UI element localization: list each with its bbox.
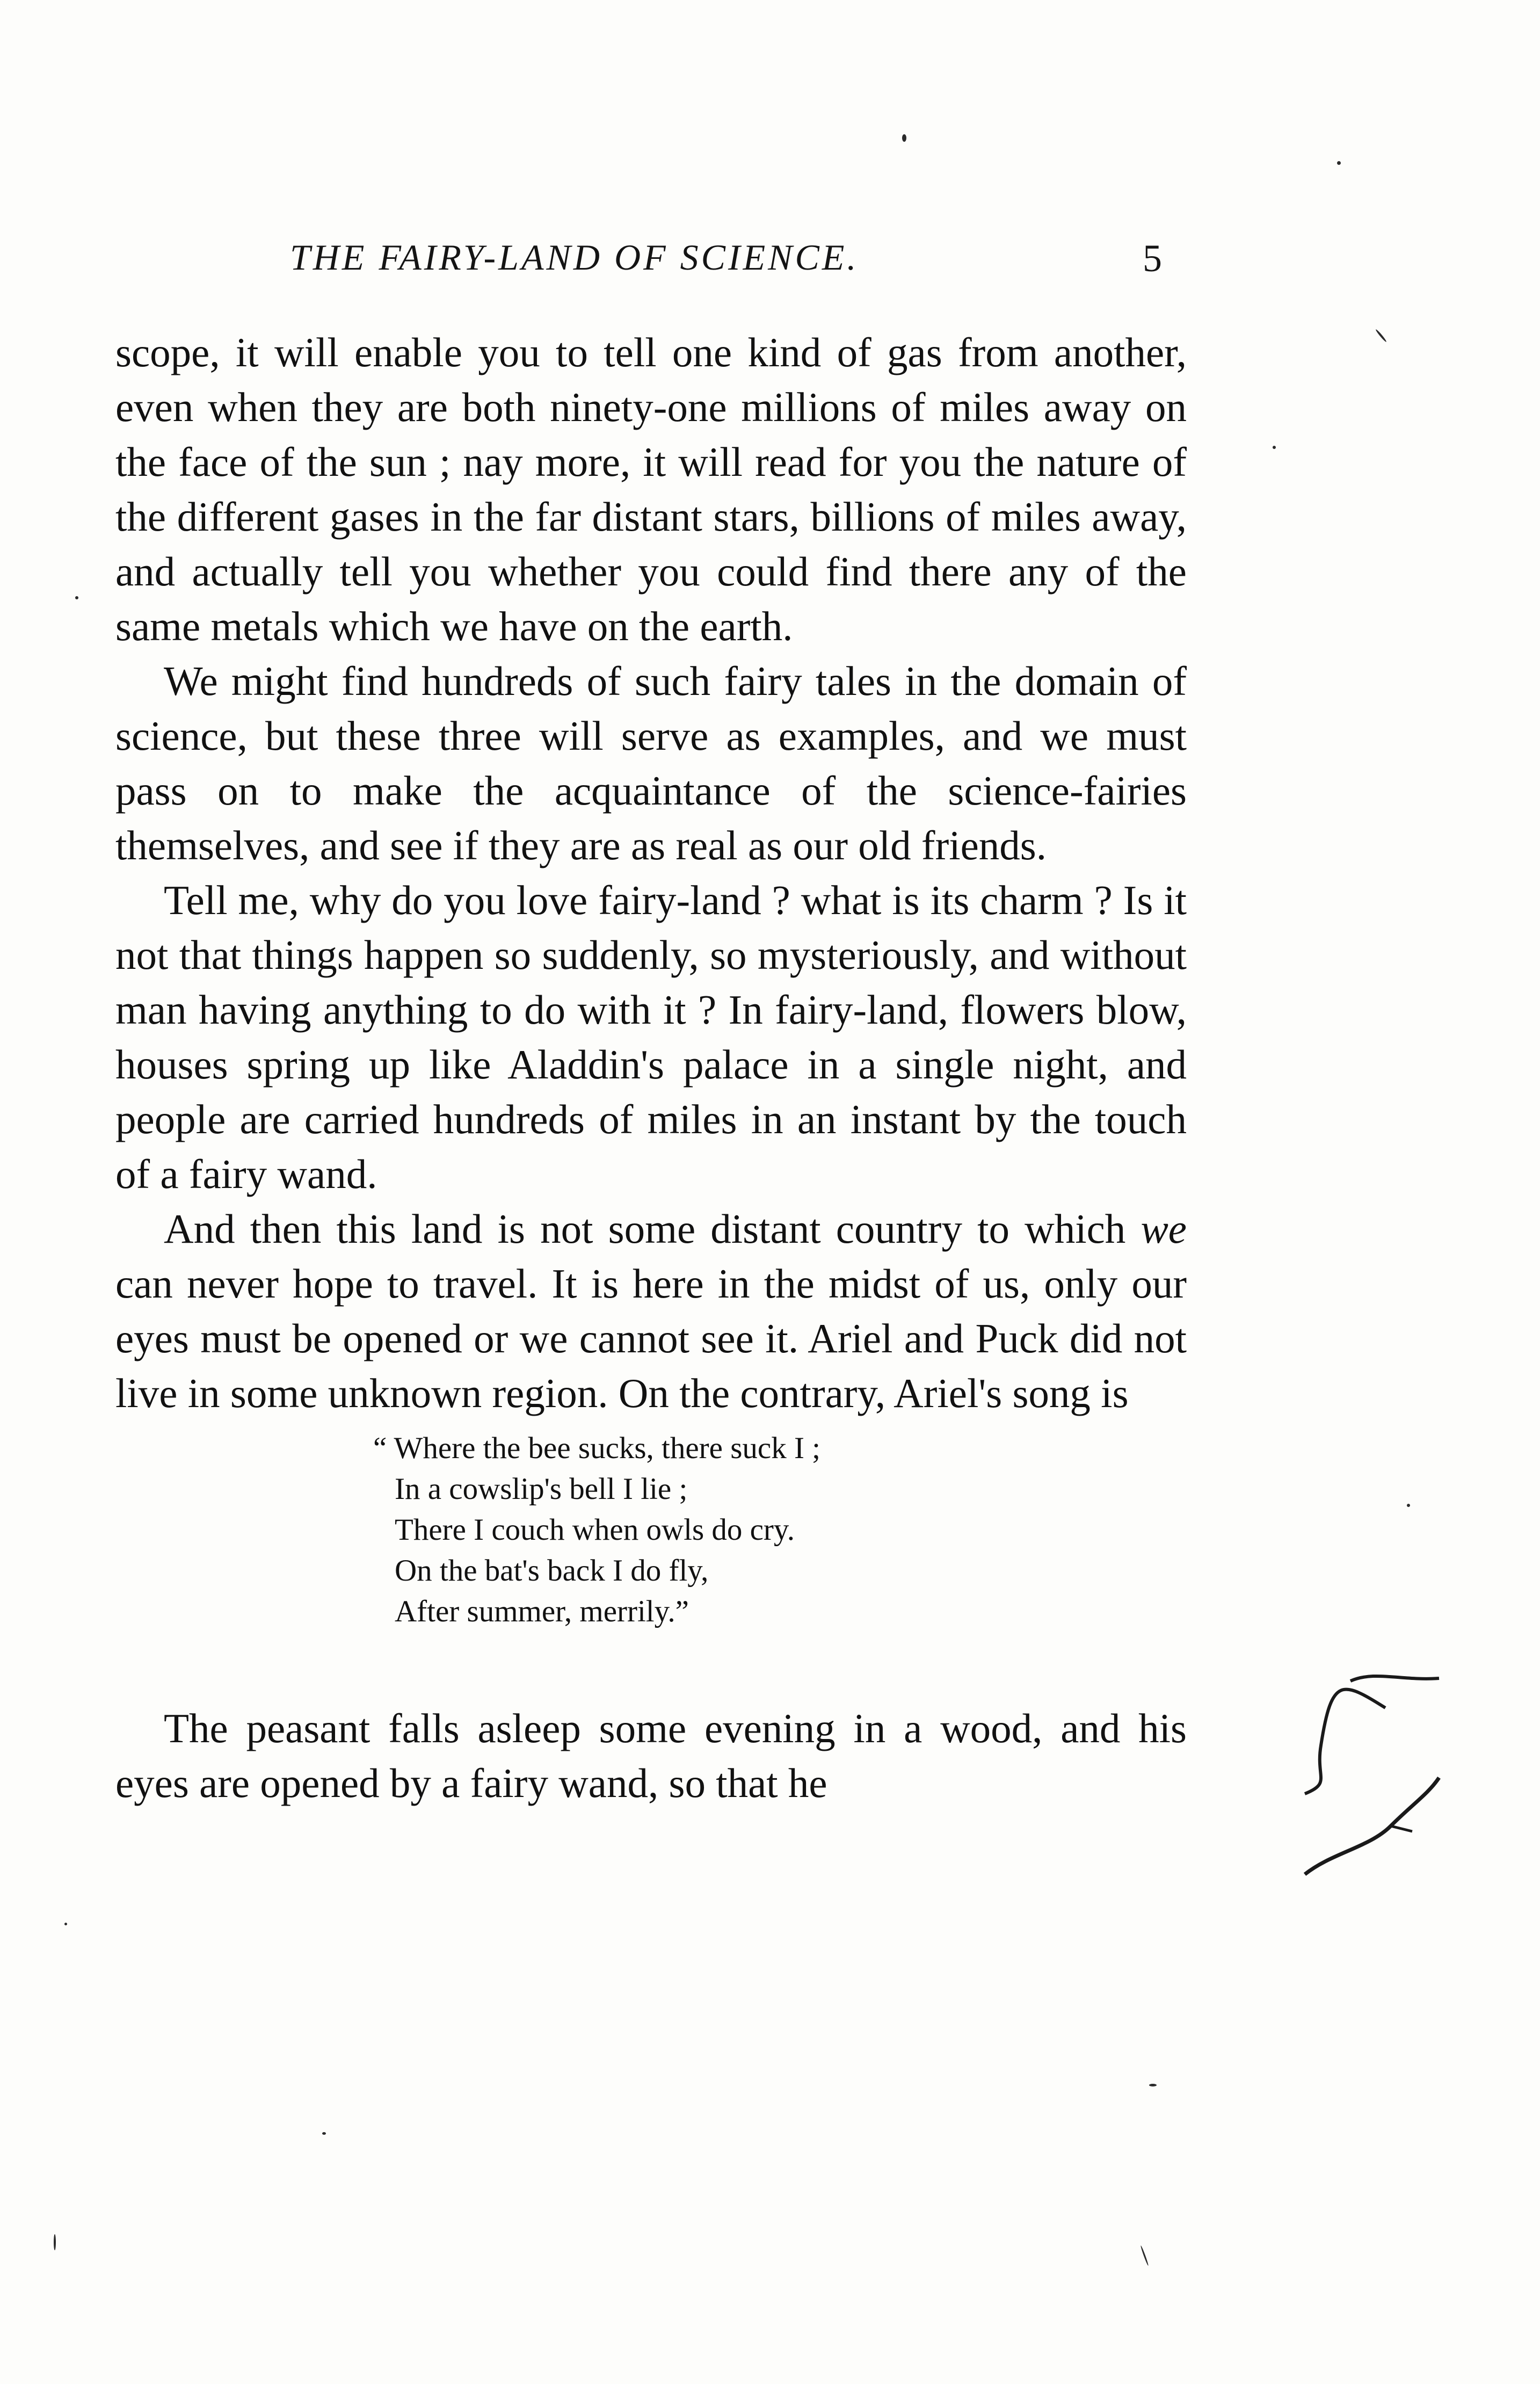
paragraph-5: The peasant falls asleep some evening in a wood, and his eyes are opened by a fairy wand, so that he xyxy=(115,1705,1187,1806)
verse-line-5: After summer, merrily.” xyxy=(395,1595,689,1628)
running-title: THE FAIRY-LAND OF SCIENCE. xyxy=(290,237,859,278)
verse-line-1: “ Where the bee sucks, there suck I ; xyxy=(373,1431,821,1465)
paper-speck xyxy=(1149,2084,1157,2086)
paragraph-4-text-b: can never hope to travel. It is here in the midst of us, only our eyes must be opened or we cannot see it. Ariel and Puck did not live in some unknown region. On the contrary, Ariel's song is xyxy=(115,1260,1187,1416)
paper-speck xyxy=(64,1923,67,1925)
paper-speck xyxy=(1375,329,1387,343)
paper-speck xyxy=(322,2132,326,2135)
verse-line-4: On the bat's back I do fly, xyxy=(395,1554,709,1588)
margin-pencil-mark xyxy=(1299,1617,1461,1896)
verse-spacer xyxy=(115,1632,1187,1701)
paper-speck xyxy=(1407,1504,1410,1507)
paragraph-4-emphasis: we xyxy=(1141,1206,1187,1252)
paragraph-4-text-a: And then this land is not some distant country to which xyxy=(164,1206,1141,1252)
paragraph-1: scope, it will enable you to tell one kind of gas from another, even when they are both ninety-one millions of miles away on the face of the sun ; nay more, it will read for you the nature of the different gases in the far distant stars, billions of miles away, and actually tell you whether you could find there any of the same metals which we have on the earth. xyxy=(115,329,1187,649)
verse-line-2: In a cowslip's bell I lie ; xyxy=(395,1472,688,1506)
paragraph-4 xyxy=(115,1201,1187,1421)
paper-speck xyxy=(1273,446,1276,449)
page-number: 5 xyxy=(1143,237,1162,280)
paper-speck xyxy=(1337,161,1341,165)
paragraph-3: Tell me, why do you love fairy-land ? what is its charm ? Is it not that things happen so suddenly, so mysteriously, and without man having anything to do with it ? In fairy-land, flowers blow, houses spring up like Aladdin's palace in a single night, and people are carried hundreds of miles in an instant by the touch of a fairy wand. xyxy=(115,877,1187,1197)
paragraph-2: We might find hundreds of such fairy tales in the domain of science, but these three will serve as examples, and we must pass on to make the acquaintance of the science-fairies themselves, and see if they are as real as our old friends. xyxy=(115,658,1187,868)
verse-line-3: There I couch when owls do cry. xyxy=(395,1513,795,1547)
ariel-song-verse xyxy=(373,1428,1187,1632)
paper-speck xyxy=(75,596,78,599)
page-body xyxy=(115,325,1187,1810)
paper-speck xyxy=(1140,2245,1149,2266)
paper-speck xyxy=(54,2234,56,2250)
paper-speck xyxy=(902,134,906,142)
